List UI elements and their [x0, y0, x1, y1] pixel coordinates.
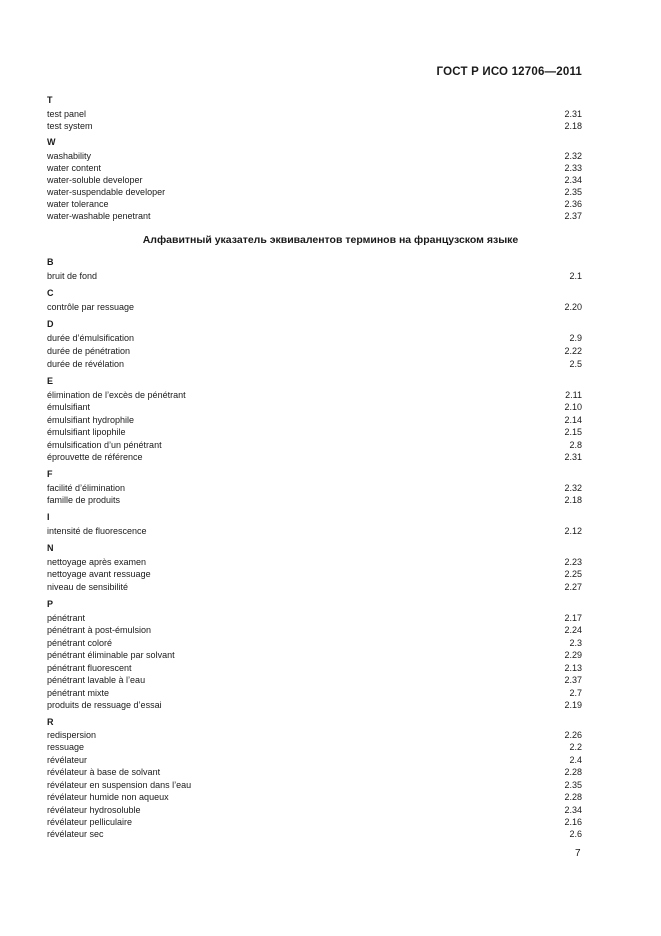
index-ref: 2.8 [569, 440, 582, 450]
index-term: éprouvette de référence [47, 452, 143, 462]
index-letter: D [47, 319, 54, 329]
index-ref: 2.12 [564, 526, 582, 536]
index-term: test system [47, 121, 93, 131]
index-ref: 2.36 [564, 199, 582, 209]
index-ref: 2.13 [564, 663, 582, 673]
index-ref: 2.15 [564, 427, 582, 437]
index-term: test panel [47, 109, 87, 119]
index-term: pénétrant éliminable par solvant [47, 650, 175, 660]
index-letter: T [47, 95, 53, 105]
index-ref: 2.1 [569, 271, 582, 281]
index-term: pénétrant coloré [47, 638, 113, 648]
index-letter: C [47, 288, 54, 298]
index-ref: 2.28 [564, 792, 582, 802]
index-letter: F [47, 469, 53, 479]
index-ref: 2.9 [569, 333, 582, 343]
index-term: émulsifiant lipophile [47, 427, 126, 437]
index-ref: 2.7 [569, 688, 582, 698]
index-ref: 2.19 [564, 700, 582, 710]
index-ref: 2.31 [564, 452, 582, 462]
index-letter: R [47, 717, 54, 727]
index-ref: 2.25 [564, 569, 582, 579]
index-ref: 2.24 [564, 625, 582, 635]
index-letter: I [47, 512, 50, 522]
index-ref: 2.26 [564, 730, 582, 740]
index-term: intensité de fluorescence [47, 526, 147, 536]
index-ref: 2.14 [564, 415, 582, 425]
index-ref: 2.6 [569, 829, 582, 839]
index-letter: B [47, 257, 54, 267]
index-ref: 2.28 [564, 767, 582, 777]
index-term: durée de pénétration [47, 346, 131, 356]
index-term: bruit de fond [47, 271, 98, 281]
index-term: famille de produits [47, 495, 121, 505]
page-header-title: ГОСТ Р ИСО 12706—2011 [436, 66, 582, 78]
index-ref: 2.11 [565, 390, 582, 400]
index-term: révélateur sec [47, 829, 104, 839]
index-ref: 2.10 [564, 402, 582, 412]
index-term: émulsifiant hydrophile [47, 415, 135, 425]
index-term: ressuage [47, 742, 85, 752]
index-ref: 2.23 [564, 557, 582, 567]
index-letter: N [47, 543, 54, 553]
index-term: révélateur hydrosoluble [47, 805, 141, 815]
index-ref: 2.32 [564, 483, 582, 493]
index-term: durée de révélation [47, 359, 125, 369]
index-letter: P [47, 599, 54, 609]
index-ref: 2.31 [564, 109, 582, 119]
index-ref: 2.18 [564, 121, 582, 131]
index-term: émulsification d’un pénétrant [47, 440, 162, 450]
index-ref: 2.4 [569, 755, 582, 765]
index-term: contrôle par ressuage [47, 302, 135, 312]
index-term: élimination de l’excès de pénétrant [47, 390, 186, 400]
index-ref: 2.37 [564, 675, 582, 685]
index-term: pénétrant [47, 613, 86, 623]
index-term: révélateur humide non aqueux [47, 792, 169, 802]
index-term: water-washable penetrant [47, 211, 151, 221]
index-ref: 2.37 [564, 211, 582, 221]
index-term: niveau de sensibilité [47, 582, 129, 592]
index-ref: 2.3 [569, 638, 582, 648]
index-term: water-suspendable developer [47, 187, 166, 197]
index-term: pénétrant à post-émulsion [47, 625, 152, 635]
index-ref: 2.33 [564, 163, 582, 173]
index-ref: 2.27 [564, 582, 582, 592]
french-index-title: Алфавитный указатель эквивалентов терминов на французском языке [142, 234, 519, 246]
index-letter: E [47, 376, 54, 386]
index-term: pénétrant mixte [47, 688, 110, 698]
index-term: nettoyage avant ressuage [47, 569, 151, 579]
index-term: pénétrant fluorescent [47, 663, 132, 673]
index-term: produits de ressuage d’essai [47, 700, 162, 710]
index-ref: 2.17 [564, 613, 582, 623]
index-term: water-soluble developer [47, 175, 143, 185]
index-ref: 2.35 [564, 187, 582, 197]
index-term: pénétrant lavable à l’eau [47, 675, 146, 685]
index-ref: 2.18 [564, 495, 582, 505]
index-ref: 2.5 [569, 359, 582, 369]
index-ref: 2.32 [564, 151, 582, 161]
index-term: water content [47, 163, 102, 173]
index-term: émulsifiant [47, 402, 91, 412]
index-ref: 2.34 [564, 805, 582, 815]
index-term: nettoyage après examen [47, 557, 147, 567]
index-term: facilité d’élimination [47, 483, 126, 493]
index-term: révélateur pelliculaire [47, 817, 133, 827]
index-ref: 2.2 [569, 742, 582, 752]
index-ref: 2.34 [564, 175, 582, 185]
index-ref: 2.35 [564, 780, 582, 790]
index-term: washability [47, 151, 92, 161]
page-number: 7 [575, 848, 581, 859]
index-ref: 2.29 [564, 650, 582, 660]
index-term: water tolerance [47, 199, 109, 209]
index-ref: 2.20 [564, 302, 582, 312]
index-ref: 2.22 [564, 346, 582, 356]
index-letter: W [47, 137, 56, 147]
index-term: durée d’émulsification [47, 333, 135, 343]
index-term: redispersion [47, 730, 97, 740]
index-term: révélateur en suspension dans l’eau [47, 780, 192, 790]
index-term: révélateur [47, 755, 88, 765]
index-term: révélateur à base de solvant [47, 767, 161, 777]
index-ref: 2.16 [564, 817, 582, 827]
